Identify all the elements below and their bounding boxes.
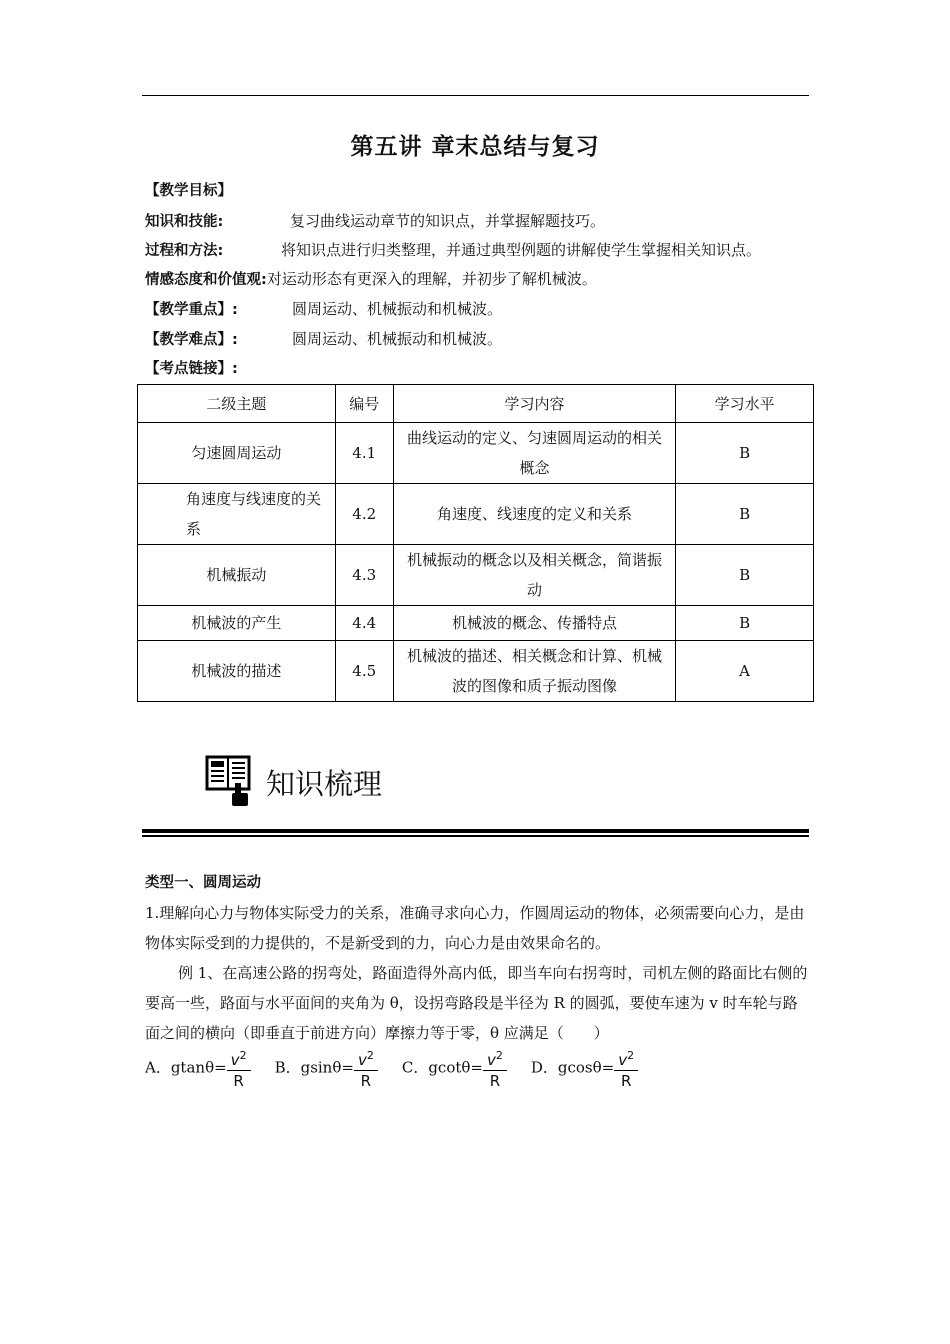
answer-options <box>145 1046 662 1091</box>
fraction <box>354 1046 378 1091</box>
content-cell: 机械振动的概念以及相关概念，简谐振动 <box>393 545 676 606</box>
level-cell: B <box>676 545 814 606</box>
emotion-text: 对运动形态有更深入的理解，并初步了解机械波。 <box>266 270 597 288</box>
number-cell: 4.4 <box>335 606 393 641</box>
option-c <box>402 1046 507 1091</box>
content-cell: 角速度、线速度的定义和关系 <box>393 484 676 545</box>
denominator: R <box>620 1072 632 1090</box>
denominator: R <box>489 1072 501 1090</box>
knowledge-label: 知识和技能: <box>145 214 224 230</box>
level-cell: B <box>676 423 814 484</box>
exponent: 2 <box>239 1049 247 1062</box>
focus-line <box>145 299 502 320</box>
table-header-cell: 编号 <box>335 385 393 423</box>
section-rule-thin <box>142 835 809 837</box>
fraction <box>227 1046 251 1091</box>
option-label: C．gcotθ= <box>401 1058 483 1077</box>
level-cell: B <box>676 606 814 641</box>
fraction <box>614 1046 638 1091</box>
number-cell: 4.1 <box>335 423 393 484</box>
table-header-cell: 二级主题 <box>138 385 336 423</box>
difficulty-label: 【教学难点】: <box>145 332 238 348</box>
number-cell: 4.5 <box>335 641 393 702</box>
topic-cell: 机械振动 <box>138 545 336 606</box>
number-cell: 4.2 <box>335 484 393 545</box>
knowledge-line <box>145 211 605 232</box>
numerator: v <box>618 1051 628 1069</box>
numerator: v <box>357 1051 367 1069</box>
topic-cell: 机械波的描述 <box>138 641 336 702</box>
process-line <box>145 240 761 261</box>
denominator: R <box>360 1072 372 1090</box>
option-label: D．gcosθ= <box>530 1058 615 1077</box>
option-label: A．gtanθ= <box>145 1058 227 1077</box>
section-rule-thick <box>142 829 809 833</box>
exponent: 2 <box>495 1049 503 1062</box>
table-header-row <box>138 385 814 423</box>
section-title: 知识梳理 <box>266 767 383 801</box>
option-d <box>531 1046 638 1091</box>
table-header-cell: 学习水平 <box>676 385 814 423</box>
links-label: 【考点链接】: <box>145 361 238 377</box>
example-1: 例 1、在高速公路的拐弯处，路面造得外高内低，即当车向右拐弯时，司机左侧的路面比右侧的要高一些，路面与水平面间的夹角为 θ，设拐弯路段是半径为 R 的圆弧，要使车速为 v 时车轮与路面之间的横向（即垂直于前进方向）摩擦力等于零，θ 应满足（ ） <box>145 964 808 1042</box>
emotion-line <box>145 269 597 290</box>
header-rule <box>142 95 809 96</box>
numerator: v <box>486 1051 496 1069</box>
content-cell: 机械波的概念、传播特点 <box>393 606 676 641</box>
topic-cell: 匀速圆周运动 <box>138 423 336 484</box>
focus-label: 【教学重点】: <box>145 302 238 318</box>
type-title: 类型一、圆周运动 <box>145 875 261 891</box>
table-row <box>138 545 814 606</box>
table-row <box>138 423 814 484</box>
difficulty-line <box>145 329 502 350</box>
content-cell: 机械波的描述、相关概念和计算、机械波的图像和质子振动图像 <box>393 641 676 702</box>
topic-cell: 角速度与线速度的关系 <box>138 484 336 545</box>
difficulty-text: 圆周运动、机械振动和机械波。 <box>292 330 503 348</box>
denominator: R <box>233 1072 244 1090</box>
table-header-cell: 学习内容 <box>393 385 676 423</box>
process-text: 将知识点进行归类整理，并通过典型例题的讲解使学生掌握相关知识点。 <box>281 241 762 259</box>
table-row <box>138 484 814 545</box>
goals-header: 【教学目标】 <box>145 183 232 199</box>
focus-text: 圆周运动、机械振动和机械波。 <box>292 300 503 318</box>
content-cell: 曲线运动的定义、匀速圆周运动的相关概念 <box>393 423 676 484</box>
reading-book-icon <box>205 755 251 807</box>
level-cell: A <box>676 641 814 702</box>
topic-cell: 机械波的产生 <box>138 606 336 641</box>
fraction <box>483 1046 507 1091</box>
paragraph-1: 1.理解向心力与物体实际受力的关系，准确寻求向心力，作圆周运动的物体，必须需要向心力，是由物体实际受到的力提供的，不是新受到的力，向心力是由效果命名的。 <box>145 904 805 952</box>
knowledge-text: 复习曲线运动章节的知识点，并掌握解题技巧。 <box>290 212 606 230</box>
table-row <box>138 606 814 641</box>
option-a <box>145 1046 251 1091</box>
process-label: 过程和方法: <box>145 243 224 259</box>
option-b <box>275 1046 378 1091</box>
exponent: 2 <box>366 1049 374 1062</box>
number-cell: 4.3 <box>335 545 393 606</box>
emotion-label: 情感态度和价值观: <box>145 272 267 288</box>
exam-points-table <box>137 384 814 702</box>
option-label: B．gsinθ= <box>274 1058 354 1077</box>
table-row <box>138 641 814 702</box>
page-title: 第五讲 章末总结与复习 <box>350 134 600 160</box>
numerator: v <box>230 1051 240 1069</box>
level-cell: B <box>676 484 814 545</box>
exponent: 2 <box>627 1049 635 1062</box>
